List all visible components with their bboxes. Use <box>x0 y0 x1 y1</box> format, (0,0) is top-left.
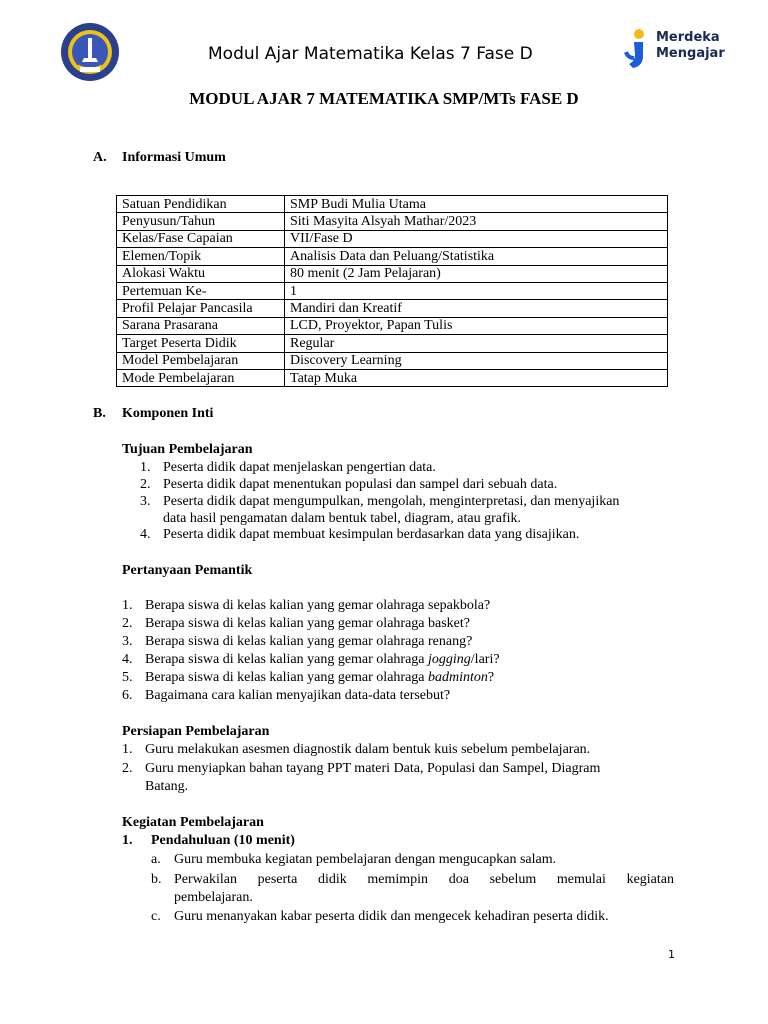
list-number: 4. <box>122 652 133 667</box>
table-row <box>117 196 668 213</box>
table-row <box>117 230 668 247</box>
list-number: 2. <box>122 616 133 631</box>
list-item <box>145 670 494 686</box>
table-key-cell: Mode Pembelajaran <box>117 369 285 386</box>
list-item: Berapa siswa di kelas kalian yang gemar olahraga sepakbola? <box>145 598 491 613</box>
table-row <box>117 248 668 265</box>
list-item: Perwakilan peserta didik memimpin doa sebelum memulai kegiatan <box>174 872 674 887</box>
list-number: 2. <box>122 761 133 776</box>
merdeka-mengajar-icon <box>624 28 654 70</box>
text-part: /lari? <box>470 652 500 667</box>
table-row <box>117 317 668 334</box>
info-table <box>116 195 668 387</box>
table-value-cell: LCD, Proyektor, Papan Tulis <box>285 317 668 334</box>
table-value-cell: SMP Budi Mulia Utama <box>285 196 668 213</box>
persiapan-heading: Persiapan Pembelajaran <box>122 724 270 739</box>
list-item-continuation: Batang. <box>145 779 189 794</box>
list-letter: b. <box>151 872 162 887</box>
list-item: Guru menyiapkan bahan tayang PPT materi Data, Populasi dan Sampel, Diagram <box>145 761 601 776</box>
step-title: Pendahuluan (10 menit) <box>151 833 295 848</box>
list-number: 2. <box>140 477 151 492</box>
list-item: Guru menanyakan kabar peserta didik dan mengecek kehadiran peserta didik. <box>174 909 609 924</box>
table-key-cell: Kelas/Fase Capaian <box>117 230 285 247</box>
table-key-cell: Satuan Pendidikan <box>117 196 285 213</box>
list-number: 3. <box>140 494 151 509</box>
table-row <box>117 352 668 369</box>
brand-line-2: Mengajar <box>656 46 725 61</box>
list-item: Peserta didik dapat menentukan populasi dan sampel dari sebuah data. <box>163 477 558 492</box>
tujuan-heading: Tujuan Pembelajaran <box>122 442 253 457</box>
table-value-cell: Tatap Muka <box>285 369 668 386</box>
list-item: Guru melakukan asesmen diagnostik dalam bentuk kuis sebelum pembelajaran. <box>145 742 591 757</box>
section-title: Komponen Inti <box>122 406 214 421</box>
list-item: Peserta didik dapat mengumpulkan, mengolah, menginterpretasi, dan menyajikan <box>163 494 620 509</box>
list-item: Peserta didik dapat menjelaskan pengertian data. <box>163 460 436 475</box>
table-key-cell: Penyusun/Tahun <box>117 213 285 230</box>
list-number: 1. <box>140 460 151 475</box>
table-row <box>117 335 668 352</box>
text-part: Berapa siswa di kelas kalian yang gemar olahraga <box>145 670 429 685</box>
text-part: ? <box>487 670 495 685</box>
table-key-cell: Sarana Prasarana <box>117 317 285 334</box>
list-item-continuation: data hasil pengamatan dalam bentuk tabel, diagram, atau grafik. <box>163 511 522 526</box>
table-key-cell: Model Pembelajaran <box>117 352 285 369</box>
step-number: 1. <box>122 833 133 848</box>
document-title: MODUL AJAR 7 MATEMATIKA SMP/MTs FASE D <box>189 89 579 108</box>
list-number: 6. <box>122 688 133 703</box>
text-part: Berapa siswa di kelas kalian yang gemar olahraga <box>145 652 429 667</box>
list-item: Guru membuka kegiatan pembelajaran dengan mengucapkan salam. <box>174 852 557 867</box>
list-item: Berapa siswa di kelas kalian yang gemar olahraga basket? <box>145 616 470 631</box>
table-value-cell: Discovery Learning <box>285 352 668 369</box>
table-value-cell: Regular <box>285 335 668 352</box>
table-row <box>117 265 668 282</box>
list-letter: c. <box>151 909 161 924</box>
list-number: 3. <box>122 634 133 649</box>
header-title: Modul Ajar Matematika Kelas 7 Fase D <box>208 44 533 64</box>
pemantik-heading: Pertanyaan Pemantik <box>122 563 253 578</box>
list-item: Peserta didik dapat membuat kesimpulan berdasarkan data yang disajikan. <box>163 527 580 542</box>
table-row <box>117 300 668 317</box>
section-letter: A. <box>93 150 107 165</box>
table-row <box>117 369 668 386</box>
italic-term: jogging <box>428 652 471 667</box>
list-number: 4. <box>140 527 151 542</box>
list-item <box>145 652 500 668</box>
brand-line-1: Merdeka <box>656 30 720 45</box>
kegiatan-heading: Kegiatan Pembelajaran <box>122 815 264 830</box>
list-item: Berapa siswa di kelas kalian yang gemar olahraga renang? <box>145 634 473 649</box>
list-number: 1. <box>122 598 133 613</box>
page-number: 1 <box>668 948 675 961</box>
table-value-cell: 80 menit (2 Jam Pelajaran) <box>285 265 668 282</box>
table-value-cell: Siti Masyita Alsyah Mathar/2023 <box>285 213 668 230</box>
table-value-cell: Analisis Data dan Peluang/Statistika <box>285 248 668 265</box>
table-key-cell: Alokasi Waktu <box>117 265 285 282</box>
list-number: 1. <box>122 742 133 757</box>
list-letter: a. <box>151 852 161 867</box>
merdeka-mengajar-logo <box>624 28 734 70</box>
table-row <box>117 213 668 230</box>
section-title: Informasi Umum <box>122 150 226 165</box>
table-value-cell: Mandiri dan Kreatif <box>285 300 668 317</box>
table-row <box>117 282 668 299</box>
list-item: Bagaimana cara kalian menyajikan data-data tersebut? <box>145 688 451 703</box>
section-letter: B. <box>93 406 106 421</box>
table-key-cell: Profil Pelajar Pancasila <box>117 300 285 317</box>
list-item-continuation: pembelajaran. <box>174 890 253 905</box>
italic-term: badminton <box>428 670 488 685</box>
school-logo <box>60 22 120 82</box>
table-key-cell: Target Peserta Didik <box>117 335 285 352</box>
table-key-cell: Pertemuan Ke- <box>117 282 285 299</box>
table-key-cell: Elemen/Topik <box>117 248 285 265</box>
table-value-cell: VII/Fase D <box>285 230 668 247</box>
table-value-cell: 1 <box>285 282 668 299</box>
list-number: 5. <box>122 670 133 685</box>
